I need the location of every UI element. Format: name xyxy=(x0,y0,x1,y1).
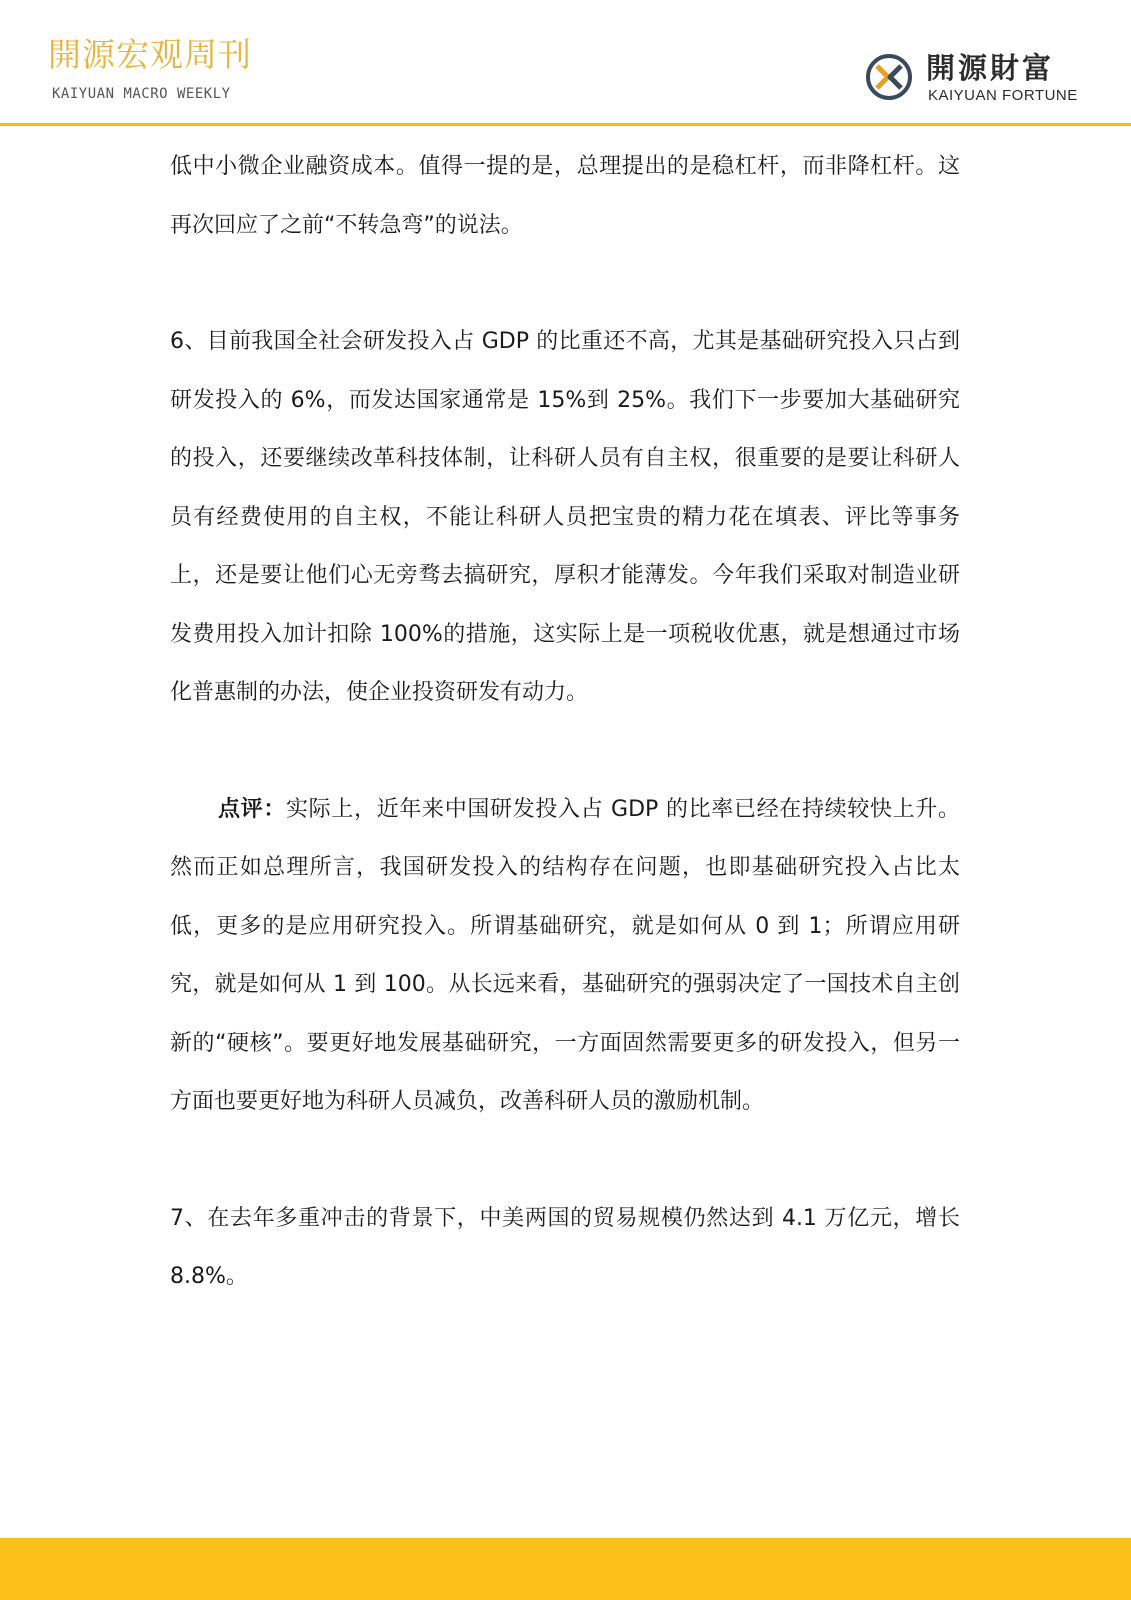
article-body xyxy=(170,138,960,1307)
publication-subtitle: KAIYUAN MACRO WEEKLY xyxy=(52,86,231,102)
publication-title: 開源宏观周刊 xyxy=(48,35,252,74)
paragraph-continuation: 低中小微企业融资成本。值得一提的是，总理提出的是稳杠杆，而非降杠杆。这再次回应了之前“不转急弯”的说法。 xyxy=(170,154,960,238)
commentary-paragraph xyxy=(170,781,960,1132)
header-divider xyxy=(0,123,1131,126)
logo-english-text: KAIYUAN FORTUNE xyxy=(928,87,1078,104)
paragraph-spacer xyxy=(170,723,960,781)
paragraph-item-6: 6、目前我国全社会研发投入占 GDP 的比重还不高，尤其是基础研究投入只占到研发投入的 6%，而发达国家通常是 15%到 25%。我们下一步要加大基础研究的投入，还要继续改革科技体制，让科研人员有自主权，很重要的是要让科研人员有经费使用的自主权，不能让科研人员把宝贵的精力花在填表、评比等事务上，还是要让他们心无旁骛去搞研究，厚积才能薄发。今年我们采取对制造业研发费用投入加计扣除 100%的措施，这实际上是一项税收优惠，就是想通过市场化普惠制的办法，使企业投资研发有动力。 xyxy=(170,329,960,705)
paragraph-item-7: 7、在去年多重冲击的背景下，中美两国的贸易规模仍然达到 4.1 万亿元，增长 8.8%。 xyxy=(170,1205,960,1289)
paragraph-spacer xyxy=(170,1132,960,1190)
kaiyuan-fortune-logo xyxy=(864,48,1094,108)
logo-mark-icon xyxy=(864,52,914,102)
paragraph-spacer xyxy=(170,255,960,313)
commentary-label: 点评： xyxy=(218,796,287,822)
page-header xyxy=(0,0,1131,126)
logo-name-text: 開源財富 xyxy=(926,51,1055,85)
commentary-text: 实际上，近年来中国研发投入占 GDP 的比率已经在持续较快上升。然而正如总理所言，我国研发投入的结构存在问题，也即基础研究投入占比太低，更多的是应用研究投入。所谓基础研究，就是如何从 0 到 1；所谓应用研究，就是如何从 1 到 100。从长远来看，基础研究的强弱决定了一国技术自主创新的“硬核”。要更好地发展基础研究，一方面固然需要更多的研发投入，但另一方面也要更好地为科研人员减负，改善科研人员的激励机制。 xyxy=(170,796,960,1114)
footer-bar xyxy=(0,1538,1131,1600)
